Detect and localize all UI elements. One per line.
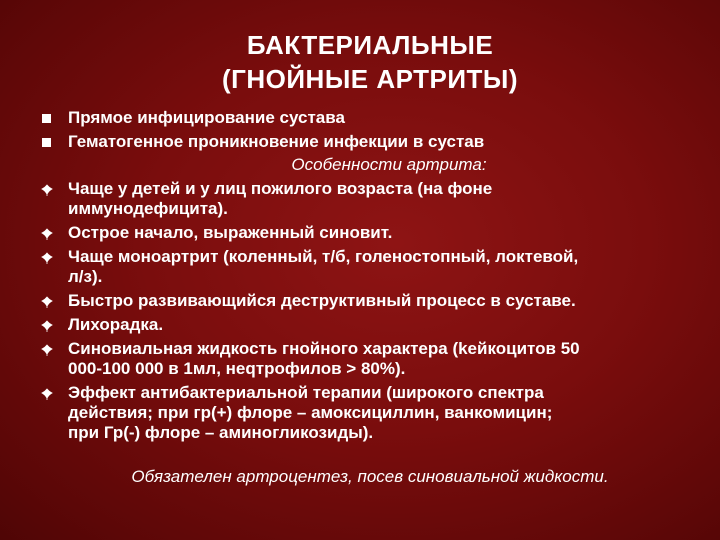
- square-bullet-icon: [42, 114, 51, 123]
- square-bullet-icon: [42, 138, 51, 147]
- list-item: Эффект антибактериальной терапии (широкого спектра действия; при гр(+) флоре – амоксициллин, ванкомицин; при Гр(-) флоре – аминогликозиды).: [40, 383, 710, 443]
- list-item: Лихорадка.: [40, 315, 710, 335]
- slide-title-line-1: БАКТЕРИАЛЬНЫЕ: [246, 30, 494, 60]
- list-item: Гематогенное проникновение инфекции в сустав: [40, 132, 710, 152]
- list-item: Чаще у детей и у лиц пожилого возраста (на фоне иммунодефицита).: [40, 179, 710, 219]
- footer-note: Обязателен артроцентез, посев синовиальной жидкости.: [131, 467, 609, 486]
- diamond-bullet-icon: [40, 183, 54, 197]
- list-item: Острое начало, выраженный синовит.: [40, 223, 710, 243]
- diamond-bullet-icon: [40, 387, 54, 401]
- slide-title-line-2: (ГНОЙНЫЕ АРТРИТЫ): [221, 64, 519, 94]
- diamond-bullet-icon: [40, 227, 54, 241]
- list-item: Чаще моноартрит (коленный, т/б, голеностопный, локтевой, л/з).: [40, 247, 710, 287]
- list-item: Синовиальная жидкость гнойного характера (kейкоцитов 50 000-100 000 в 1мл, неqтрофилов > 80%).: [40, 339, 710, 379]
- content-list: [40, 108, 710, 443]
- subheading: Особенности артрита:: [291, 155, 487, 174]
- list-item: Быстро развивающийся деструктивный процесс в суставе.: [40, 291, 710, 311]
- diamond-bullet-icon: [40, 319, 54, 333]
- diamond-bullet-icon: [40, 343, 54, 357]
- diamond-bullet-icon: [40, 251, 54, 265]
- diamond-bullet-icon: [40, 295, 54, 309]
- list-item: Прямое инфицирование сустава: [40, 108, 710, 128]
